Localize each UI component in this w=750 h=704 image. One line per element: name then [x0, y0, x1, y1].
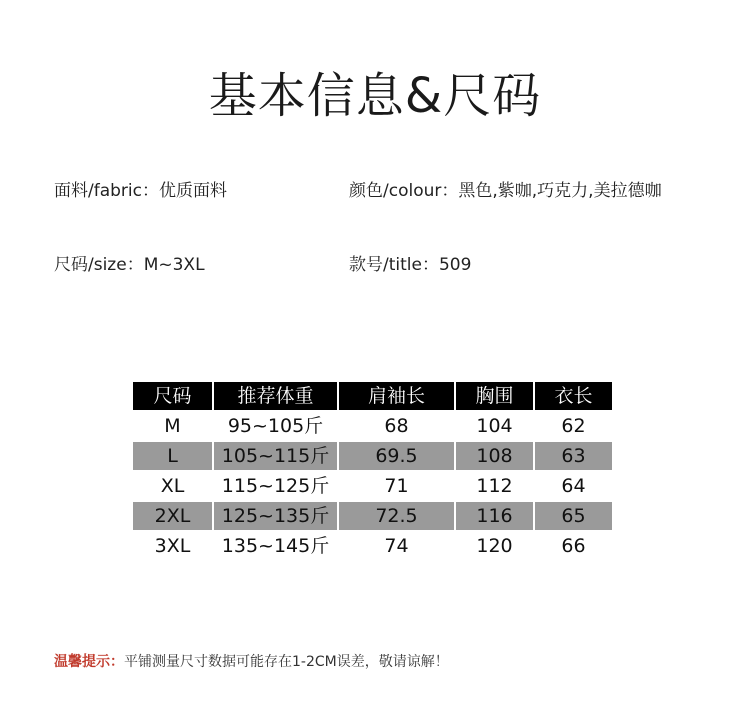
table-cell: 115~125斤 [214, 472, 337, 500]
style-number-label: 款号/title： [349, 255, 439, 275]
table-row [133, 442, 612, 470]
fabric-value: 优质面料 [158, 181, 227, 201]
table-cell: L [133, 442, 212, 470]
table-cell: 2XL [133, 502, 212, 530]
fabric-label: 面料/fabric： [54, 181, 159, 201]
table-row [133, 502, 612, 530]
info-fabric [54, 180, 227, 202]
table-cell: 74 [339, 532, 454, 560]
table-cell: 135~145斤 [214, 532, 337, 560]
column-header: 胸围 [456, 382, 533, 410]
note-label: 温馨提示： [54, 654, 124, 670]
table-cell: 112 [456, 472, 533, 500]
table-cell: 62 [535, 412, 612, 440]
table-cell: 72.5 [339, 502, 454, 530]
colour-label: 颜色/colour： [349, 181, 459, 201]
table-cell: M [133, 412, 212, 440]
table-cell: XL [133, 472, 212, 500]
table-cell: 64 [535, 472, 612, 500]
table-row [133, 412, 612, 440]
table-cell: 63 [535, 442, 612, 470]
table-cell: 125~135斤 [214, 502, 337, 530]
table-row [133, 472, 612, 500]
measurement-note [54, 652, 449, 672]
size-label: 尺码/size： [54, 255, 144, 275]
info-size [54, 254, 205, 276]
column-header: 衣长 [535, 382, 612, 410]
table-cell: 105~115斤 [214, 442, 337, 470]
style-number-value: 509 [438, 255, 472, 275]
table-cell: 108 [456, 442, 533, 470]
note-text: 平铺测量尺寸数据可能存在1-2CM误差，敬请谅解！ [124, 654, 449, 670]
page-title: 基本信息&尺码 [208, 68, 542, 124]
table-cell: 68 [339, 412, 454, 440]
table-cell: 71 [339, 472, 454, 500]
table-cell: 3XL [133, 532, 212, 560]
table-cell: 65 [535, 502, 612, 530]
column-header: 尺码 [133, 382, 212, 410]
column-header: 肩袖长 [339, 382, 454, 410]
table-cell: 104 [456, 412, 533, 440]
column-header: 推荐体重 [214, 382, 337, 410]
colour-value: 黑色,紫咖,巧克力,美拉德咖 [458, 181, 662, 201]
info-style-number [349, 254, 471, 276]
table-row [133, 532, 612, 560]
table-cell: 120 [456, 532, 533, 560]
table-cell: 116 [456, 502, 533, 530]
size-value: M~3XL [143, 255, 205, 275]
table-cell: 69.5 [339, 442, 454, 470]
table-header-row [133, 382, 612, 410]
size-table [131, 380, 614, 562]
info-colour [349, 180, 662, 202]
table-cell: 66 [535, 532, 612, 560]
table-cell: 95~105斤 [214, 412, 337, 440]
